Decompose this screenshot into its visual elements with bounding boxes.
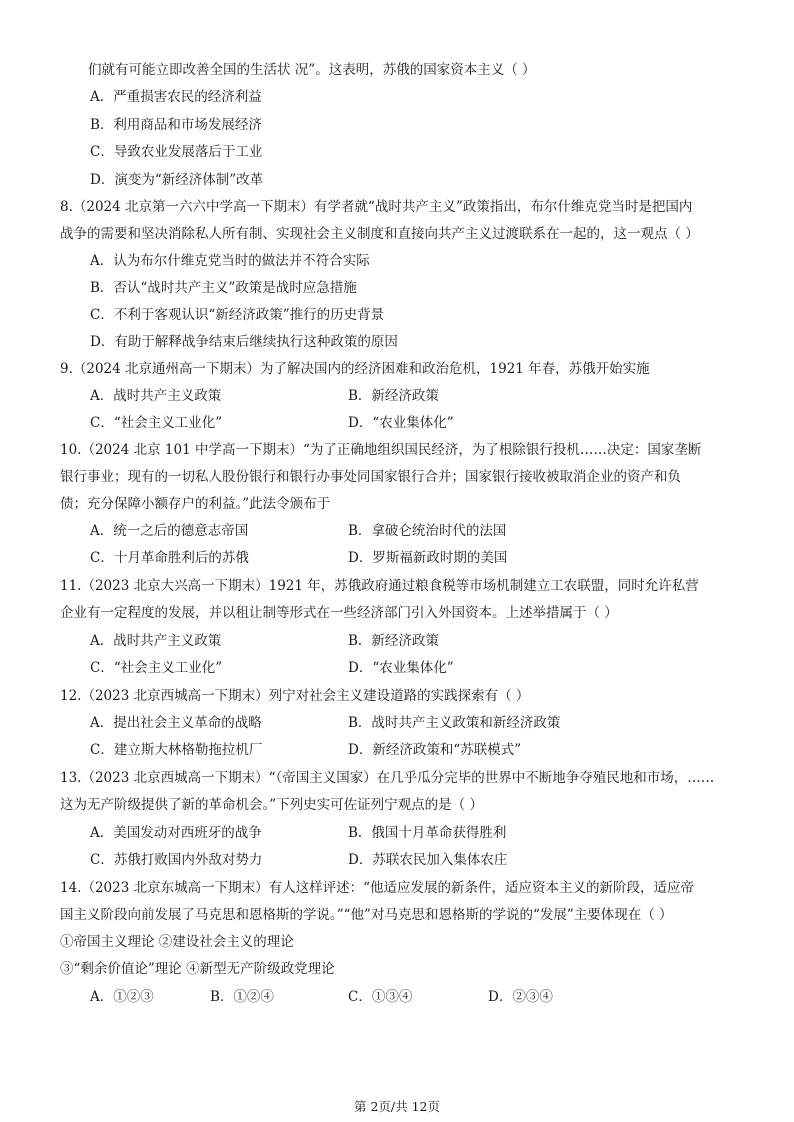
q10-stem-line3: 债；充分保障小额存户的利益。”此法令颁布于 bbox=[60, 496, 331, 512]
q9-stem: 9.（2024 北京通州高一下期末）为了解决国内的经济困难和政治危机，1921 年春，苏俄开始实施 bbox=[60, 361, 650, 377]
q7-option-a: A．严重损害农民的经济利益 bbox=[90, 89, 262, 105]
q13-option-a: A．美国发动对西班牙的战争 bbox=[90, 825, 262, 841]
q13-option-c: C．苏俄打败国内外敌对势力 bbox=[90, 852, 263, 868]
q8-option-b: B．否认“战时共产主义”政策是战时应急措施 bbox=[90, 280, 357, 296]
q13-stem-line2: 这为无产阶级提供了新的革命机会。”下列史实可佐证列宁观点的是（ ） bbox=[60, 797, 483, 813]
q10-option-c: C．十月革命胜利后的苏俄 bbox=[90, 550, 249, 566]
q13-stem-line1: 13.（2023 北京西城高一下期末）“（帝国主义国家）在几乎瓜分完毕的世界中不断地争夺殖民地和市场，…… bbox=[60, 770, 715, 786]
q12-option-c: C．建立斯大林格勒拖拉机厂 bbox=[90, 742, 263, 758]
q9-option-b: B．新经济政策 bbox=[348, 388, 439, 404]
q12-option-a: A．提出社会主义革命的战略 bbox=[90, 715, 262, 731]
q14-stem-line1: 14.（2023 北京东城高一下期末）有人这样评述：“他适应发展的新条件，适应资本主义的新阶段，适应帝 bbox=[60, 880, 695, 896]
page-footer: 第 2页/共 12页 bbox=[353, 1099, 441, 1114]
q11-stem-line2: 企业有一定程度的发展，并以租让制等形式在一些经济部门引入外国资本。上述举措属于（ ） bbox=[60, 605, 618, 621]
q10-stem-line1: 10.（2024 北京 101 中学高一下期末）“为了正确地组织国民经济，为了根除银行投机……决定：国家垄断 bbox=[60, 442, 702, 458]
q9-option-d: D．“农业集体化” bbox=[348, 415, 454, 431]
q11-option-b: B．新经济政策 bbox=[348, 633, 439, 649]
q14-item-line1: ①帝国主义理论 ②建设社会主义的理论 bbox=[60, 934, 294, 950]
q13-option-d: D．苏联农民加入集体农庄 bbox=[348, 852, 508, 868]
q7-option-b: B．利用商品和市场发展经济 bbox=[90, 117, 262, 133]
q11-option-a: A．战时共产主义政策 bbox=[90, 633, 222, 649]
q7-option-c: C．导致农业发展落后于工业 bbox=[90, 144, 263, 160]
q10-option-d: D．罗斯福新政时期的美国 bbox=[348, 550, 508, 566]
q14-option-c: C．①③④ bbox=[348, 989, 413, 1005]
q7-option-d: D．演变为“新经济体制”改革 bbox=[90, 172, 264, 188]
q12-option-b: B．战时共产主义政策和新经济政策 bbox=[348, 715, 561, 731]
q10-option-a: A．统一之后的德意志帝国 bbox=[90, 523, 249, 539]
q8-stem-line2: 战争的需要和坚决消除私人所有制、实现社会主义制度和直接向共产主义过渡联系在一起的，这一观点（ ） bbox=[60, 226, 699, 242]
q11-option-c: C．“社会主义工业化” bbox=[90, 660, 223, 676]
q11-option-d: D．“农业集体化” bbox=[348, 660, 454, 676]
q13-option-b: B．俄国十月革命获得胜利 bbox=[348, 825, 507, 841]
q14-item-line2: ③“剩余价值论”理论 ④新型无产阶级政党理论 bbox=[60, 961, 335, 977]
q7-stem-end: 们就有可能立即改善全国的生活状 况”。这表明，苏俄的国家资本主义（ ） bbox=[88, 62, 536, 78]
q12-stem: 12.（2023 北京西城高一下期末）列宁对社会主义建设道路的实践探索有（ ） bbox=[60, 688, 530, 704]
q8-stem-line1: 8.（2024 北京第一六六中学高一下期末）有学者就“战时共产主义”政策指出，布尔什维克党当时是把国内 bbox=[60, 199, 693, 215]
q8-option-d: D．有助于解释战争结束后继续执行这种政策的原因 bbox=[90, 334, 398, 350]
q9-option-a: A．战时共产主义政策 bbox=[90, 388, 222, 404]
q12-option-d: D．新经济政策和“苏联模式” bbox=[348, 742, 522, 758]
q14-option-a: A．①②③ bbox=[90, 989, 154, 1005]
q14-option-d: D．②③④ bbox=[488, 989, 553, 1005]
q10-option-b: B．拿破仑统治时代的法国 bbox=[348, 523, 507, 539]
q14-stem-line2: 国主义阶段向前发展了马克思和恩格斯的学说。”“他”对马克思和恩格斯的学说的“发展”主要体现在（ ） bbox=[60, 907, 673, 923]
q11-stem-line1: 11.（2023 北京大兴高一下期末）1921 年，苏俄政府通过粮食税等市场机制建立工农联盟，同时允许私营 bbox=[60, 578, 699, 594]
q14-option-b: B．①②④ bbox=[210, 989, 274, 1005]
q8-option-c: C．不利于客观认识“新经济政策”推行的历史背景 bbox=[90, 307, 385, 323]
q9-option-c: C．“社会主义工业化” bbox=[90, 415, 223, 431]
q10-stem-line2: 银行事业；现有的一切私人股份银行和银行办事处同国家银行合并；国家银行接收被取消企业的资产和负 bbox=[60, 469, 681, 485]
q8-option-a: A．认为布尔什维克党当时的做法并不符合实际 bbox=[90, 253, 370, 269]
